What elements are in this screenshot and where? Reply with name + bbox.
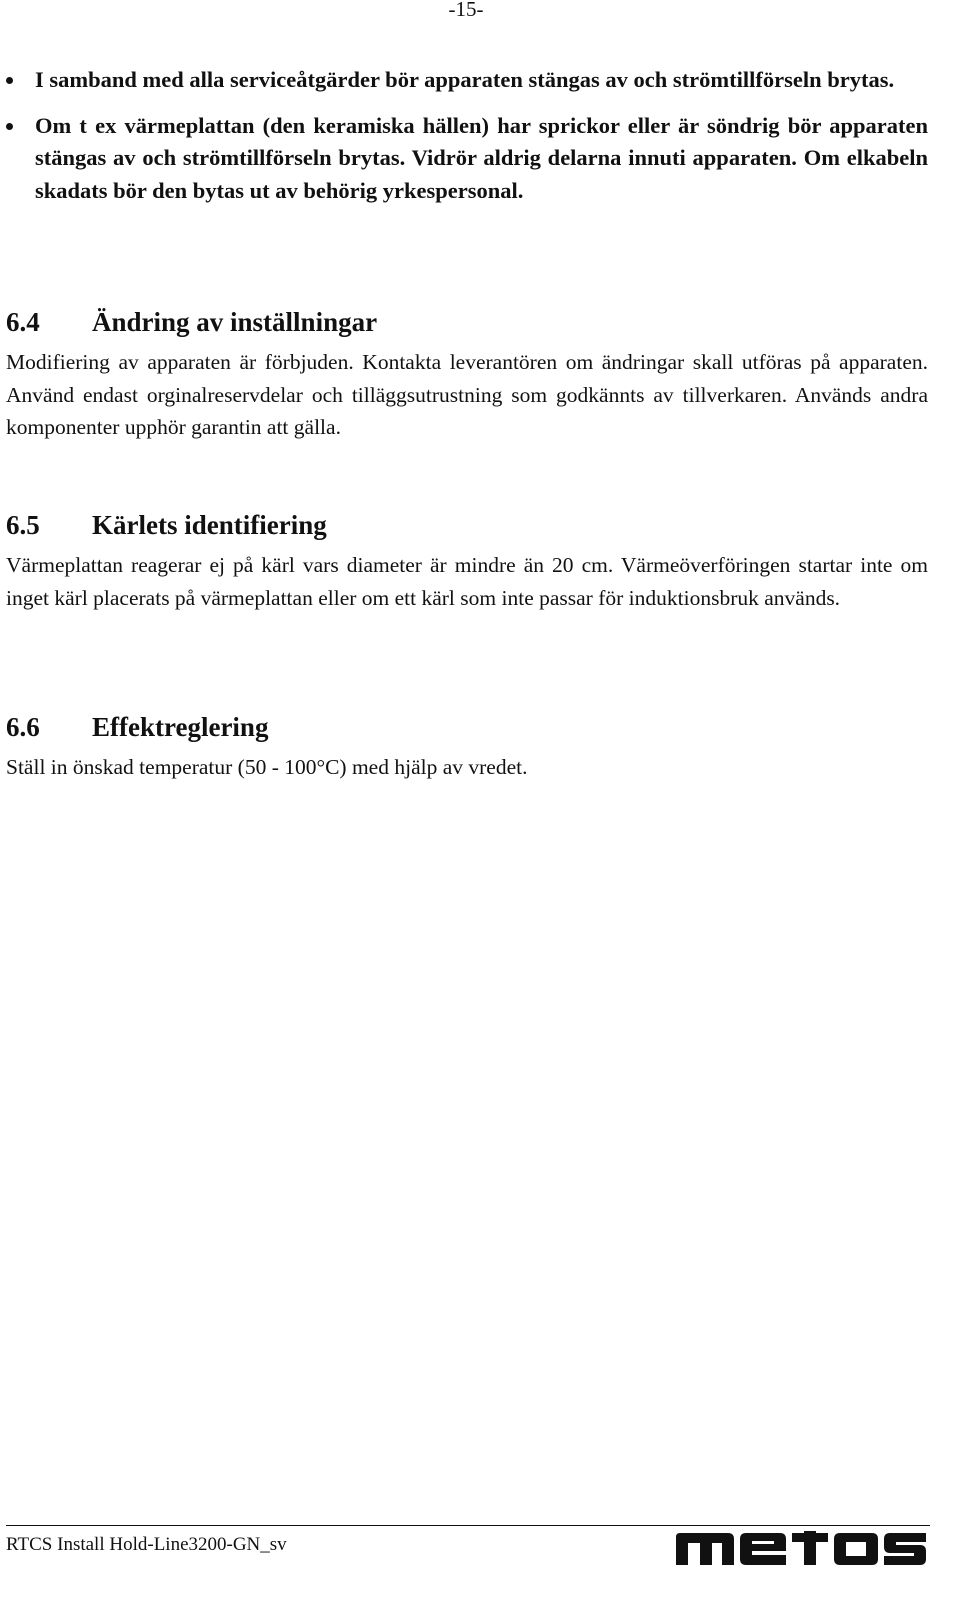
section-6-4 <box>6 304 928 444</box>
section-heading <box>6 709 928 745</box>
bullet-text: I samband med alla serviceåtgärder bör apparaten stängas av och strömtillförseln brytas. <box>35 67 895 92</box>
bullet-dot-icon <box>6 123 13 130</box>
section-6-6 <box>6 709 928 784</box>
bullet-item <box>6 110 928 208</box>
section-heading <box>6 304 928 340</box>
section-title: Ändring av inställningar <box>92 307 378 337</box>
page-number: -15- <box>448 0 484 21</box>
section-number: 6.4 <box>6 307 40 337</box>
section-body: Ställ in önskad temperatur (50 - 100°C) med hjälp av vredet. <box>6 755 528 779</box>
safety-bullet-list <box>6 64 928 220</box>
footer-divider <box>6 1525 930 1526</box>
section-number: 6.5 <box>6 510 40 540</box>
section-body: Värmeplattan reagerar ej på kärl vars diameter är mindre än 20 cm. Värmeöverföringen startar inte om inget kärl placerats på värmeplattan eller om ett kärl som inte passar för induktionsbruk används. <box>6 553 928 610</box>
section-title: Kärlets identifiering <box>92 510 327 540</box>
bullet-text: Om t ex värmeplattan (den keramiska hällen) har sprickor eller är söndrig bör apparaten stängas av och strömtillförseln brytas. Vidrör aldrig delarna innuti apparaten. Om elkabeln skadats bör den bytas ut av behörig yrkespersonal. <box>35 112 928 203</box>
bullet-item <box>6 64 928 97</box>
section-body: Modifiering av apparaten är förbjuden. Kontakta leverantören om ändringar skall utföras på apparaten. Använd endast orginalreservdelar och tilläggsutrustning som godkännts av tillverkaren. Används andra komponenter upphör garantin att gälla. <box>6 350 928 439</box>
section-title: Effektreglering <box>92 712 269 742</box>
section-heading <box>6 507 928 543</box>
footer-document-id: RTCS Install Hold-Line3200-GN_sv <box>6 1534 287 1555</box>
bullet-dot-icon <box>6 77 13 84</box>
metos-logo-icon <box>676 1531 926 1565</box>
section-6-5 <box>6 507 928 614</box>
section-number: 6.6 <box>6 712 40 742</box>
